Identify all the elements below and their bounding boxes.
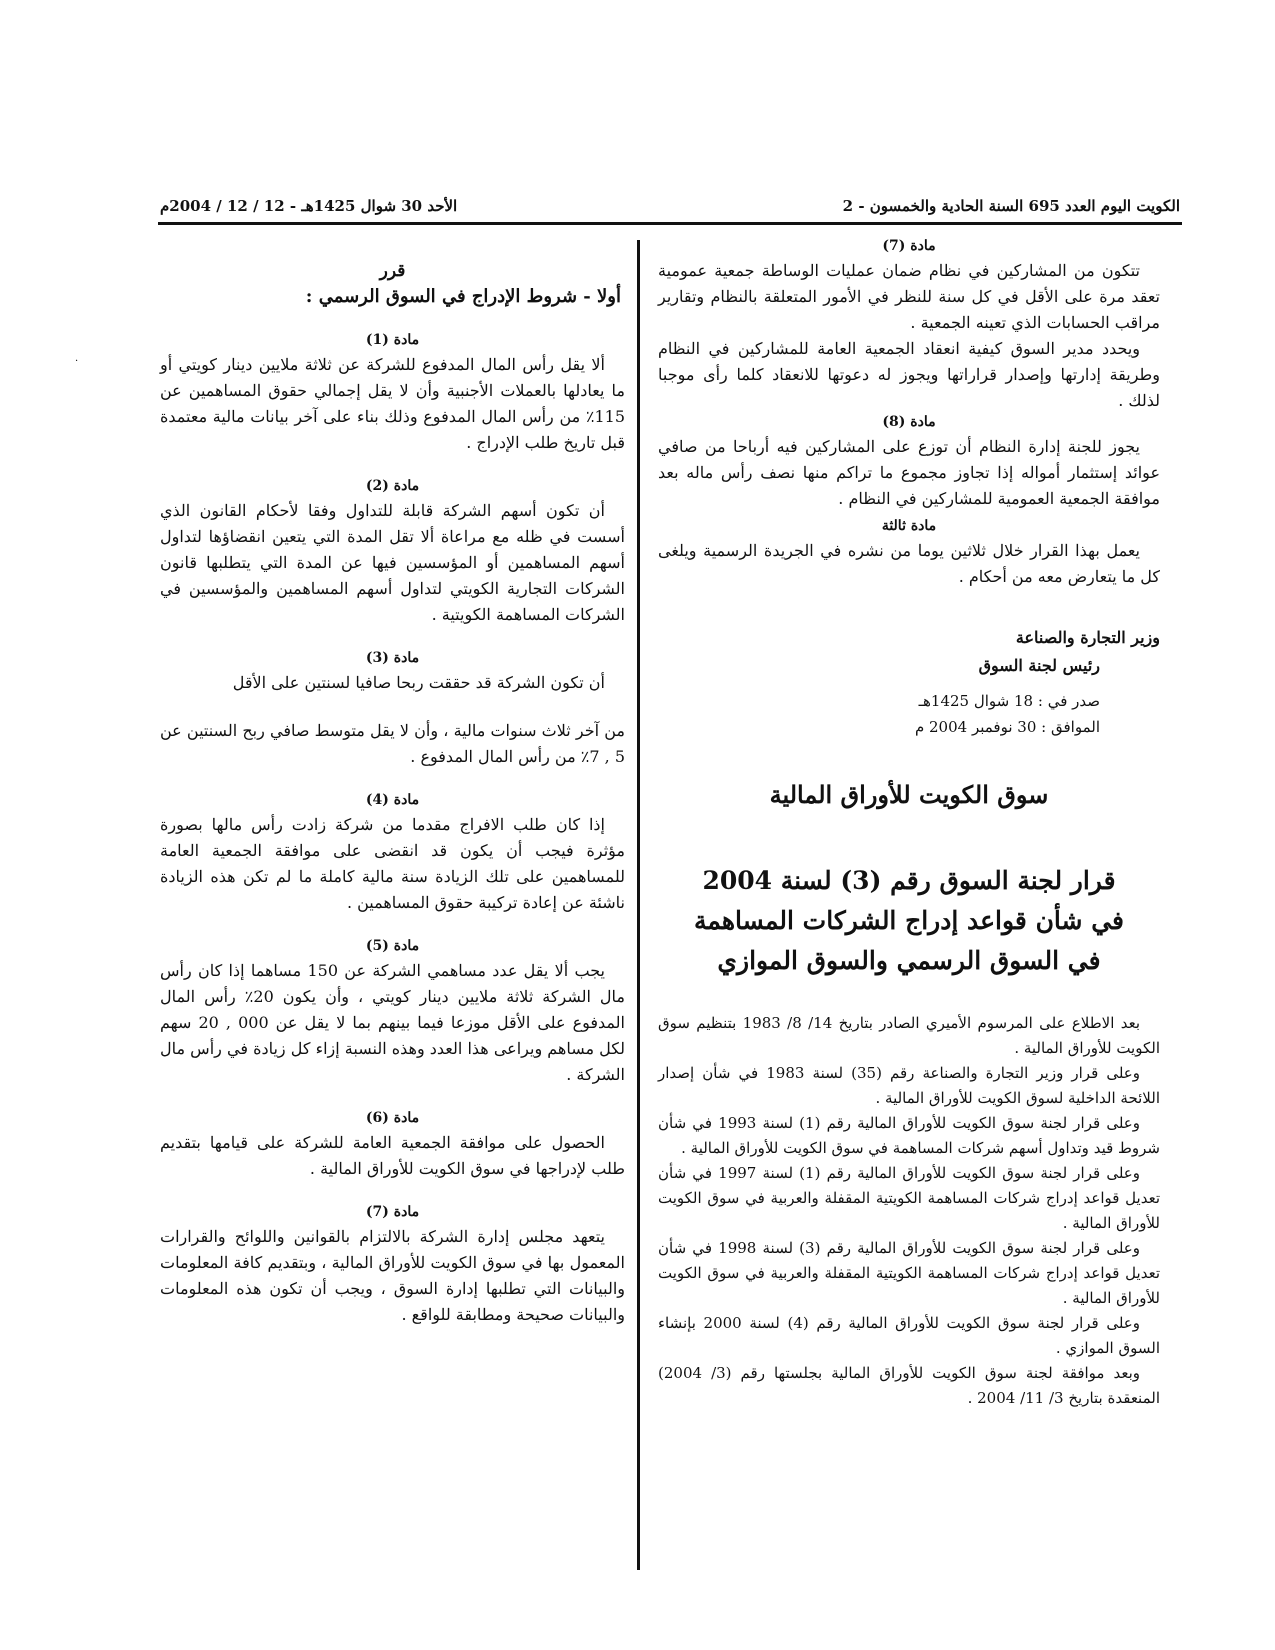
- article-heading: مادة (5): [365, 938, 420, 954]
- preamble-paragraph: وعلى قرار لجنة سوق الكويت للأوراق المالية رقم (1) لسنة 1997 في شأن تعديل قواعد إدراج شركات المساهمة الكويتية المقفلة والعربية في سوق الكويت للأوراق المالية .: [658, 1164, 1161, 1232]
- signature-title: وزير التجارة والصناعة: [1015, 628, 1160, 647]
- article-paragraph: الحصول على موافقة الجمعية العامة للشركة على قيامها بتقديم طلب لإدراجها في سوق الكويت للأوراق المالية .: [160, 1133, 625, 1178]
- article-paragraph: تتكون من المشاركين في نظام ضمان عمليات الوساطة جمعية عمومية تعقد مرة على الأقل في كل سنة للنظر في الأمور المتعلقة بالنظام وتقارير مراقب الحسابات الذي تعينه الجمعية .: [658, 261, 1160, 332]
- header-date: الأحد 30 شوال 1425هـ - 12 / 12 / 2004م: [160, 197, 458, 215]
- section-heading: أولا - شروط الإدراج في السوق الرسمي :: [305, 286, 621, 307]
- article-paragraph: يعمل بهذا القرار خلال ثلاثين يوما من نشره في الجريدة الرسمية ويلغى كل ما يتعارض معه من أحكام .: [658, 541, 1160, 586]
- article-paragraph: يجوز للجنة إدارة النظام أن توزع على المشاركين فيه أرباحا من صافي عوائد إستثمار أمواله إذا تجاوز مجموع ما تراكم منها نصف رأس ماله بعد موافقة الجمعية العمومية للمشاركين في النظام .: [658, 437, 1160, 508]
- article-heading: مادة ثالثة: [881, 518, 937, 534]
- decision-title: [658, 861, 1160, 981]
- preamble-paragraph: وبعد موافقة لجنة سوق الكويت للأوراق المالية بجلستها رقم (3/ 2004) المنعقدة بتاريخ 3/ 11/ 2004 .: [658, 1364, 1160, 1407]
- issue-date-block: [658, 688, 1160, 740]
- decision-title-line: قرار لجنة السوق رقم (3) لسنة 2004: [702, 866, 1116, 895]
- header-divider: [158, 222, 1182, 225]
- signature-subtitle: رئيس لجنة السوق: [978, 656, 1100, 675]
- column-divider: [637, 240, 640, 1570]
- header-issue-info: الكويت اليوم العدد 695 السنة الحادية والخمسون - 2: [842, 197, 1180, 215]
- article-paragraph: يجب ألا يقل عدد مساهمي الشركة عن 150 مساهما إذا كان رأس مال الشركة ثلاثة ملايين دينار كويتي ، وأن يكون 20٪ رأس المال المدفوع على الأقل موزعا فيما بينهم بما لا يقل عن 000 , 20 سهم لكل مساهم ويراعى هذا العدد وهذه النسبة إزاء كل زيادة في رأس مال الشركة .: [160, 961, 626, 1084]
- decided-heading: قرر: [379, 261, 406, 281]
- article-paragraph: أن تكون الشركة قد حققت ربحا صافيا لسنتين على الأقل: [232, 673, 605, 692]
- article-heading: مادة (7): [882, 238, 936, 254]
- issued-gregorian: الموافق : 30 نوفمبر 2004 م: [914, 718, 1100, 736]
- article-paragraph: من آخر ثلاث سنوات مالية ، وأن لا يقل متوسط صافي ربح السنتين عن 5 , 7٪ من رأس المال المدفوع .: [160, 721, 625, 766]
- article-paragraph: أن تكون أسهم الشركة قابلة للتداول وفقا لأحكام القانون الذي أسست في ظله مع مراعاة ألا تقل المدة التي يتعين انقضاؤها لتداول أسهم المساهمين أو المؤسسين فيها عن المدة التي يتطلبها قانون الشركات التجارية الكويتي لتداول أسهم المساهمين والمؤسسين في الشركات المساهمة الكويتية .: [160, 501, 625, 624]
- page-header: [160, 193, 1180, 223]
- article-paragraph: يتعهد مجلس إدارة الشركة بالالتزام بالقوانين واللوائح والقرارات المعمول بها في سوق الكويت للأوراق المالية ، وبتقديم كافة المعلومات والبيانات التي تطلبها إدارة السوق ، ويجب أن تكون هذه المعلومات والبيانات صحيحة ومطابقة للواقع .: [160, 1227, 625, 1324]
- article-paragraph: ويحدد مدير السوق كيفية انعقاد الجمعية العامة للمشاركين في النظام وطريقة إدارتها وإصدار قراراتها ويجوز له دعوتها للانعقاد كلما رأى موجبا لذلك .: [658, 339, 1160, 410]
- article-heading: مادة (4): [365, 792, 420, 808]
- article-heading: مادة (1): [365, 332, 420, 348]
- article-heading: مادة (8): [882, 414, 936, 430]
- article-heading: مادة (3): [365, 650, 420, 666]
- article-heading: مادة (6): [365, 1110, 420, 1126]
- scan-speck: ·: [75, 356, 79, 367]
- preamble-paragraph: وعلى قرار لجنة سوق الكويت للأوراق المالية رقم (3) لسنة 1998 في شأن تعديل قواعد إدراج شركات المساهمة الكويتية المقفلة والعربية في سوق الكويت للأوراق المالية .: [658, 1239, 1161, 1307]
- decision-title-line: في السوق الرسمي والسوق الموازي: [717, 946, 1101, 975]
- decision-title-line: في شأن قواعد إدراج الشركات المساهمة: [693, 906, 1124, 935]
- issued-hijri: صدر في : 18 شوال 1425هـ: [918, 692, 1100, 710]
- article-paragraph: ألا يقل رأس المال المدفوع للشركة عن ثلاثة ملايين دينار كويتي أو ما يعادلها بالعملات الأجنبية وأن لا يقل إجمالي حقوق المساهمين عن 115٪ من رأس المال المدفوع وذلك بناء على آخر بيانات مالية معتمدة قبل تاريخ طلب الإدراج .: [160, 355, 625, 452]
- article-heading: مادة (7): [365, 1204, 420, 1220]
- preamble: [658, 1011, 1160, 1411]
- preamble-paragraph: وعلى قرار لجنة سوق الكويت للأوراق المالية رقم (4) لسنة 2000 بإنشاء السوق الموازي .: [658, 1314, 1160, 1357]
- right-column: [658, 238, 1160, 1411]
- market-title: سوق الكويت للأوراق المالية: [769, 780, 1049, 809]
- left-column: [160, 258, 625, 1328]
- article-heading: مادة (2): [365, 478, 420, 494]
- preamble-paragraph: وعلى قرار لجنة سوق الكويت للأوراق المالية رقم (1) لسنة 1993 في شأن شروط قيد وتداول أسهم شركات المساهمة في سوق الكويت للأوراق المالية .: [658, 1114, 1160, 1157]
- preamble-paragraph: بعد الاطلاع على المرسوم الأميري الصادر بتاريخ 14/ 8/ 1983 بتنظيم سوق الكويت للأوراق المالية .: [658, 1014, 1160, 1057]
- article-paragraph: إذا كان طلب الافراج مقدما من شركة زادت رأس مالها بصورة مؤثرة فيجب أن يكون قد انقضى على موافقة الجمعية العامة للمساهمين على تلك الزيادة سنة مالية كاملة ما لم تكن هذه الزيادة ناشئة عن إعادة تركيبة حقوق المساهمين .: [160, 815, 625, 912]
- preamble-paragraph: وعلى قرار وزير التجارة والصناعة رقم (35) لسنة 1983 في شأن إصدار اللائحة الداخلية لسوق الكويت للأوراق المالية .: [658, 1064, 1160, 1107]
